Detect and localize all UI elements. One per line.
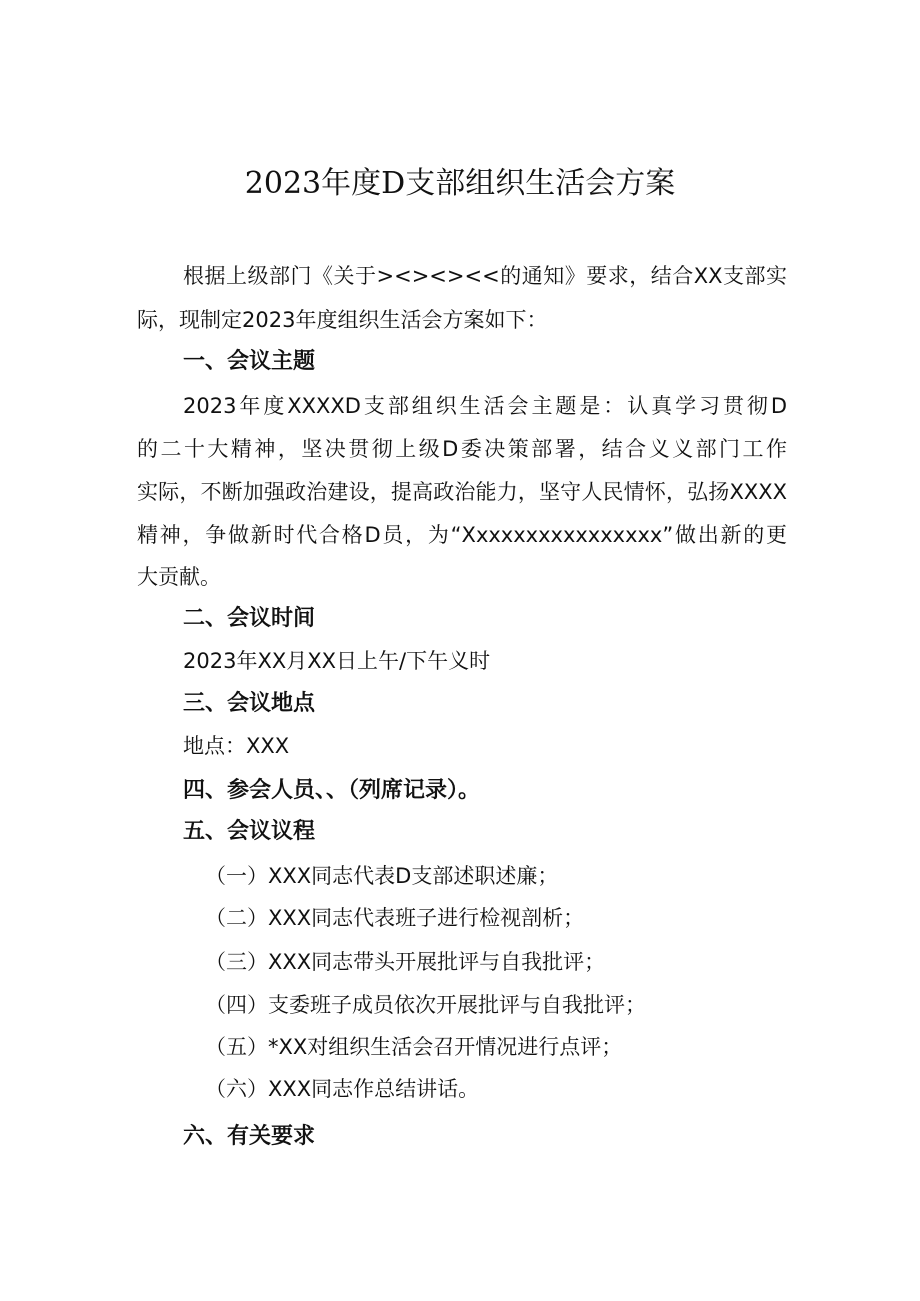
agenda-item: （六）XXX同志作总结讲话。 bbox=[205, 1077, 480, 1101]
section-heading-requirements: 六、有关要求 bbox=[183, 1124, 316, 1149]
agenda-item: （三）XXX同志带头开展批评与自我批评； bbox=[205, 950, 606, 974]
agenda-item: （一）XXX同志代表D支部述职述廉； bbox=[205, 864, 559, 888]
topic-line: 2023年度XXXXD支部组织生活会主题是：认真学习贯彻D bbox=[183, 394, 787, 418]
topic-line: 实际，不断加强政治建设，提高政治能力，坚守人民情怀，弘扬XXXX bbox=[137, 480, 787, 504]
intro-line: 根据上级部门《关于><><><<的通知》要求，结合XX支部实 bbox=[183, 264, 787, 288]
section-heading-time: 二、会议时间 bbox=[183, 606, 316, 631]
intro-line: 际，现制定2023年度组织生活会方案如下： bbox=[137, 308, 548, 332]
topic-line: 大贡献。 bbox=[137, 565, 221, 589]
section-heading-agenda: 五、会议议程 bbox=[183, 819, 316, 844]
section-heading-attendees: 四、参会人员、、（列席记录）。 bbox=[183, 778, 481, 803]
section-heading-location: 三、会议地点 bbox=[183, 691, 316, 716]
meeting-location: 地点：XXX bbox=[183, 734, 290, 758]
agenda-item: （二）XXX同志代表班子进行检视剖析； bbox=[205, 906, 585, 930]
agenda-item: （四）支委班子成员依次开展批评与自我批评； bbox=[205, 993, 646, 1017]
document-title: 2023年度D支部组织生活会方案 bbox=[244, 166, 676, 201]
meeting-time: 2023年XX月XX日上午/下午义时 bbox=[183, 649, 491, 673]
agenda-item: （五）*XX对组织生活会召开情况进行点评； bbox=[205, 1035, 623, 1059]
topic-line: 精神，争做新时代合格D员，为“Xxxxxxxxxxxxxxxx”做出新的更 bbox=[137, 523, 787, 547]
section-heading-topic: 一、会议主题 bbox=[183, 349, 316, 374]
topic-line: 的二十大精神，坚决贯彻上级D委决策部署，结合义义部门工作 bbox=[137, 437, 787, 461]
